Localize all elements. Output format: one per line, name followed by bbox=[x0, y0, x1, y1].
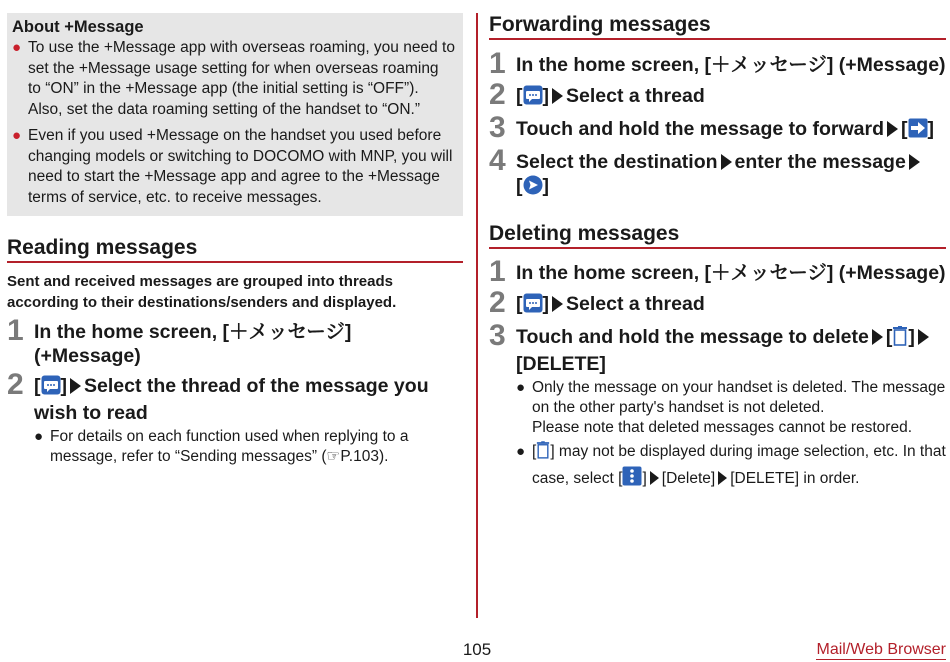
note-bullet-1 bbox=[12, 38, 455, 120]
chat-bubble-icon bbox=[523, 85, 543, 111]
step-text bbox=[516, 113, 934, 144]
page-number: 105 bbox=[462, 640, 492, 659]
step-4-text-a: Select the destination bbox=[516, 151, 718, 173]
deleting-step-1 bbox=[489, 257, 946, 286]
step-text bbox=[516, 321, 932, 376]
red-bullet-icon: ● bbox=[12, 39, 22, 56]
bracket-close: ] bbox=[542, 85, 549, 107]
step-2-rest: Select a thread bbox=[566, 85, 705, 107]
section-link[interactable]: Mail/Web Browser bbox=[816, 641, 946, 658]
deleting-sub-2c: [Delete] bbox=[661, 470, 716, 487]
vertical-dots-menu-icon bbox=[622, 466, 642, 493]
step-number: 2 bbox=[7, 368, 24, 401]
send-icon bbox=[523, 175, 543, 201]
chat-bubble-icon bbox=[523, 293, 543, 319]
note-bullet-1-text-2: Also, set the data roaming setting of the handset to “ON.” bbox=[28, 100, 421, 118]
bracket-open: [ bbox=[516, 175, 523, 197]
step-2-rest: Select the thread of the message you wish to read bbox=[34, 375, 429, 424]
forwarding-step-3 bbox=[489, 113, 946, 144]
step-text bbox=[34, 370, 463, 425]
reading-section-title: Reading messages bbox=[7, 236, 463, 263]
step-3-text: Touch and hold the message to forward bbox=[516, 118, 885, 140]
trash-icon bbox=[892, 326, 908, 352]
triangle-arrow-icon bbox=[721, 154, 732, 170]
step-3-text: Touch and hold the message to delete bbox=[516, 326, 869, 348]
step-text bbox=[516, 288, 705, 319]
forwarding-section-title: Forwarding messages bbox=[489, 13, 946, 40]
step-number: 1 bbox=[7, 314, 24, 347]
step-number: 2 bbox=[489, 78, 506, 111]
step-text bbox=[516, 146, 923, 201]
red-bullet-icon: ● bbox=[12, 127, 22, 144]
reading-step-1 bbox=[7, 316, 463, 368]
deleting-sub-bullet-1 bbox=[516, 378, 946, 438]
black-bullet-icon: ● bbox=[516, 379, 526, 396]
triangle-arrow-icon bbox=[718, 471, 727, 485]
reading-lead: Sent and received messages are grouped into threads according to their destinations/senders and displayed. bbox=[7, 273, 397, 311]
step-number: 1 bbox=[489, 255, 506, 288]
triangle-arrow-icon bbox=[918, 329, 929, 345]
step-3-end: [DELETE] bbox=[516, 353, 606, 375]
note-bullet-2 bbox=[12, 126, 455, 208]
forwarding-step-4 bbox=[489, 146, 946, 201]
bracket-close: ] bbox=[60, 375, 67, 397]
deleting-sub-1b: Please note that deleted messages cannot be restored. bbox=[532, 419, 912, 436]
deleting-step-3 bbox=[489, 321, 946, 376]
note-bullet-2-text: Even if you used +Message on the handset you used before changing models or switching to DOCOMO with MNP, you will need to start the +Message app and agree to the +Message terms of service, etc. to receive messages. bbox=[28, 127, 453, 206]
step-text: In the home screen, [＋メッセージ] (+Message) bbox=[34, 321, 352, 367]
about-message-note bbox=[7, 13, 463, 216]
triangle-arrow-icon bbox=[552, 296, 563, 312]
note-bullet-1-text: To use the +Message app with overseas roaming, you need to set the +Message usage setting for when overseas roaming to “ON” in the +Message app (the initial setting is “OFF”). bbox=[28, 39, 455, 97]
right-column bbox=[489, 13, 946, 493]
reading-sub-text: For details on each function used when replying to a message, refer to “Sending messages” (☞P.103). bbox=[50, 428, 409, 465]
forwarding-step-1 bbox=[489, 49, 946, 78]
bracket-open: [ bbox=[516, 293, 523, 315]
bracket-close: ] bbox=[542, 175, 549, 197]
bracket-close: ] bbox=[908, 326, 915, 348]
reading-sub-notes bbox=[34, 427, 463, 467]
black-bullet-icon: ● bbox=[516, 443, 526, 460]
deleting-sub-2b: ] bbox=[642, 470, 647, 487]
deleting-sub-bullet-2 bbox=[516, 440, 946, 493]
triangle-arrow-icon bbox=[70, 378, 81, 394]
forward-arrow-icon bbox=[908, 118, 928, 144]
step-number: 3 bbox=[489, 319, 506, 352]
bracket-open: [ bbox=[516, 85, 523, 107]
step-text bbox=[516, 80, 705, 111]
step-4-text-b: enter the message bbox=[734, 151, 906, 173]
step-text: In the home screen, [＋メッセージ] (+Message) bbox=[516, 262, 946, 284]
bracket-open: [ bbox=[901, 118, 908, 140]
bracket-open: [ bbox=[34, 375, 41, 397]
reading-sub-bullet bbox=[34, 427, 463, 467]
deleting-step-2 bbox=[489, 288, 946, 319]
step-number: 4 bbox=[489, 144, 506, 177]
bracket-close: ] bbox=[927, 118, 935, 140]
bracket-open: [ bbox=[532, 443, 537, 460]
left-column bbox=[7, 13, 463, 467]
step-number: 3 bbox=[489, 111, 506, 144]
column-divider bbox=[476, 13, 478, 618]
reading-step-2 bbox=[7, 370, 463, 425]
deleting-sub-1a: Only the message on your handset is deleted. The message on the other party's handset is not deleted. bbox=[532, 379, 946, 416]
step-number: 1 bbox=[489, 47, 506, 80]
note-title: About +Message bbox=[12, 18, 144, 36]
step-2-rest: Select a thread bbox=[566, 293, 705, 315]
deleting-section-title: Deleting messages bbox=[489, 222, 946, 249]
deleting-sub-2a: ] may not be displayed during image selection, etc. In that case, select [ bbox=[532, 443, 946, 487]
black-bullet-icon: ● bbox=[34, 428, 44, 445]
chat-bubble-icon bbox=[41, 375, 61, 401]
bracket-open: [ bbox=[885, 326, 893, 348]
forwarding-step-2 bbox=[489, 80, 946, 111]
triangle-arrow-icon bbox=[650, 471, 659, 485]
bracket-close: ] bbox=[542, 293, 549, 315]
triangle-arrow-icon bbox=[552, 88, 563, 104]
deleting-sub-2d: [DELETE] in order. bbox=[730, 470, 860, 487]
triangle-arrow-icon bbox=[887, 121, 898, 137]
triangle-arrow-icon bbox=[909, 154, 920, 170]
step-number: 2 bbox=[489, 286, 506, 319]
trash-icon bbox=[536, 441, 550, 466]
step-text: In the home screen, [＋メッセージ] (+Message) bbox=[516, 54, 946, 76]
triangle-arrow-icon bbox=[872, 329, 883, 345]
deleting-sub-notes bbox=[516, 378, 946, 493]
